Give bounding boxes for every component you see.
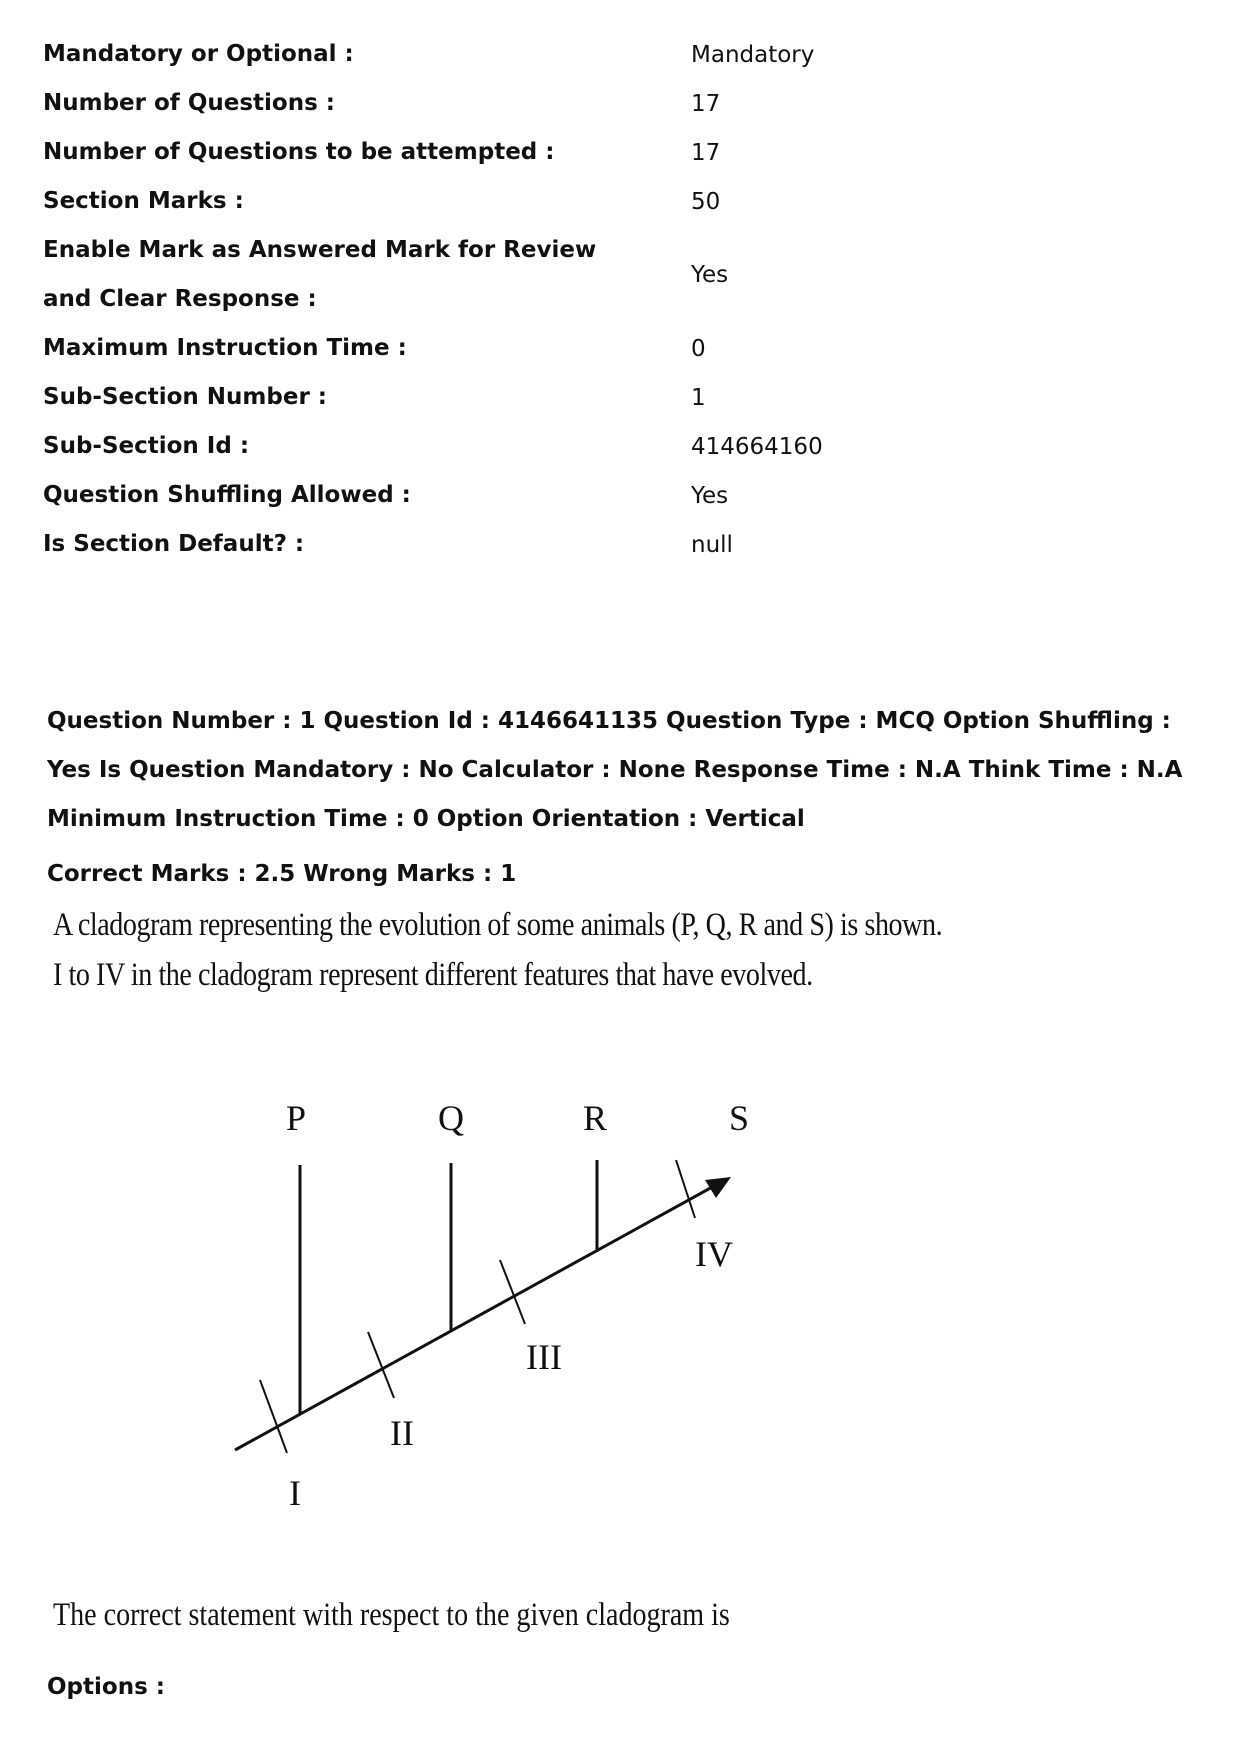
taxon-label-q: Q xyxy=(438,1098,464,1138)
info-value: 414664160 xyxy=(691,433,823,460)
cladogram-figure xyxy=(220,1070,780,1530)
section-info-table xyxy=(43,30,1193,569)
cladogram-main-axis xyxy=(235,1180,725,1450)
info-label: Question Shuffling Allowed : xyxy=(43,482,411,508)
info-value: Yes xyxy=(691,262,729,288)
info-row xyxy=(43,128,1193,177)
info-row xyxy=(43,471,1193,520)
feature-tick-iv xyxy=(676,1160,695,1218)
info-label: Mandatory or Optional : xyxy=(43,41,354,67)
info-row xyxy=(43,422,1193,471)
info-label: Enable Mark as Answered Mark for Review and Clear Response : xyxy=(43,237,597,312)
info-label: Number of Questions to be attempted : xyxy=(43,139,555,165)
info-value: 17 xyxy=(691,139,721,166)
feature-tick-i xyxy=(260,1380,287,1453)
info-value: 50 xyxy=(691,188,721,215)
info-value: null xyxy=(691,531,733,558)
info-label: Sub-Section Id : xyxy=(43,433,250,459)
info-value: 1 xyxy=(691,384,706,411)
info-value: Yes xyxy=(691,482,729,509)
info-row xyxy=(43,79,1193,128)
info-value: 17 xyxy=(691,90,721,117)
info-label: Sub-Section Number : xyxy=(43,384,328,410)
info-row xyxy=(43,226,1193,324)
feature-label-ii: II xyxy=(390,1413,414,1453)
info-label: Maximum Instruction Time : xyxy=(43,335,407,361)
question-marks: Correct Marks : 2.5 Wrong Marks : 1 xyxy=(47,861,517,887)
info-row xyxy=(43,324,1193,373)
options-label: Options : xyxy=(47,1674,165,1700)
info-row xyxy=(43,373,1193,422)
question-statement: The correct statement with respect to the given cladogram is xyxy=(53,1597,730,1633)
question-text-line: I to IV in the cladogram represent different features that have evolved. xyxy=(53,957,813,993)
feature-label-iv: IV xyxy=(695,1234,733,1274)
info-label: Is Section Default? : xyxy=(43,531,305,557)
question-text-line: A cladogram representing the evolution of some animals (P, Q, R and S) is shown. xyxy=(53,907,943,943)
info-value: Mandatory xyxy=(691,41,815,68)
taxon-label-p: P xyxy=(286,1098,307,1138)
info-label: Section Marks : xyxy=(43,188,244,214)
info-row xyxy=(43,520,1193,569)
taxon-label-r: R xyxy=(583,1098,608,1138)
feature-label-iii: III xyxy=(526,1337,562,1377)
taxon-label-s: S xyxy=(729,1098,750,1138)
info-row xyxy=(43,177,1193,226)
info-value: 0 xyxy=(691,335,706,362)
question-text xyxy=(53,900,988,1000)
question-header: Question Number : 1 Question Id : 4146641135 Question Type : MCQ Option Shuffling : Yes Is Question Mandatory : No Calculator : None Response Time : N.A Think Time : N.A Minimum Instruction Time : 0 Option Orientation : Vertical xyxy=(47,708,1183,832)
feature-label-i: I xyxy=(289,1473,301,1513)
info-row xyxy=(43,30,1193,79)
info-label: Number of Questions : xyxy=(43,90,335,116)
